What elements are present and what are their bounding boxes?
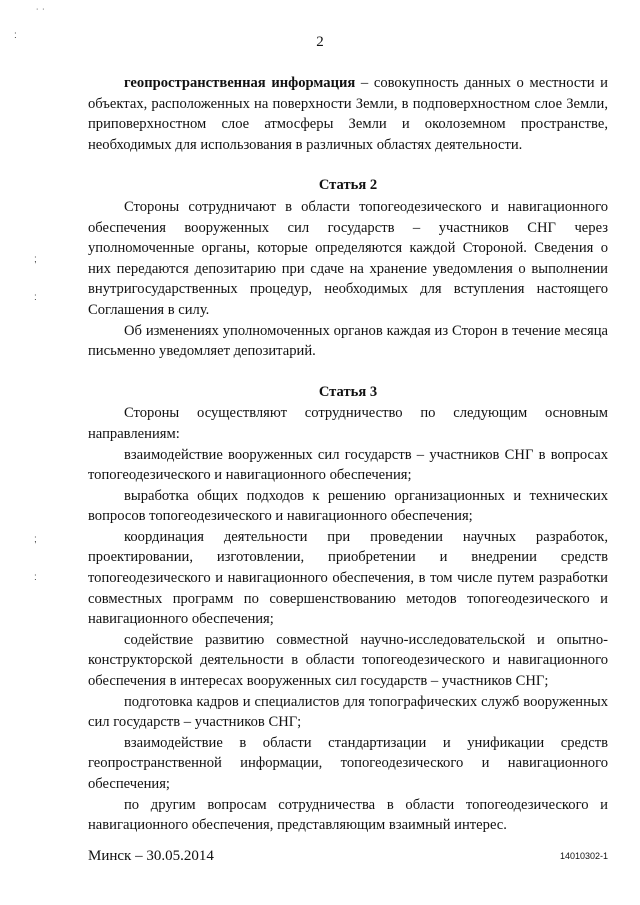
list-item: координация деятельности при проведении научных разработок, проектировании, изготовлении, приобретении и внедрении средств топогеодезического и навигационного обеспечения, в том числе путем разработки совместных программ по совершенствованию методов топогеодезического и навигационного обеспечения; (88, 528, 608, 628)
article-3-lead: Стороны осуществляют сотрудничество по следующим основным направлениям: (88, 405, 608, 442)
list-item: содействие развитию совместной научно-исследовательской и опытно-конструкторской деятельности в области топогеодезического и навигационного обеспечения в интересах вооруженных сил государств – участников СНГ; (88, 631, 608, 690)
footer-place-date: Минск – 30.05.2014 (88, 848, 214, 864)
scan-speck-mark: : (14, 30, 17, 41)
list-item: подготовка кадров и специалистов для топографических служб вооруженных сил государств – участников СНГ; (88, 693, 608, 731)
definition-text: – совокупность данных о местности и объектах, расположенных на поверхности Земли, в подповерхностном слое Земли, приповерхностном слое атмосферы Земли и околоземном пространстве, необходимых для использования в различных областях деятельности. (88, 75, 608, 153)
defined-term: геопространственная информация (124, 75, 356, 91)
page-number: 2 (316, 34, 324, 50)
scan-speck-mark: : (34, 572, 37, 583)
article-3-heading: Статья 3 (318, 383, 378, 400)
article-2-paragraph: Об изменениях уполномоченных органов каждая из Сторон в течение месяца письменно уведомляет депозитарий. (88, 322, 608, 360)
list-item: взаимодействие вооруженных сил государств – участников СНГ в вопросах топогеодезического и навигационного обеспечения; (88, 446, 608, 484)
footer-doc-code: 14010302-1 (559, 851, 608, 861)
scan-speck-mark: ˙ ˙ (36, 8, 46, 19)
list-item: взаимодействие в области стандартизации и унификации средств геопространственной информации, топогеодезического и навигационного обеспечения; (88, 734, 608, 792)
list-item: выработка общих подходов к решению организационных и технических вопросов топогеодезического и навигационного обеспечения; (88, 487, 608, 525)
list-item: по другим вопросам сотрудничества в области топогеодезического и навигационного обеспечения, представляющим взаимный интерес. (88, 796, 608, 834)
document-body (88, 73, 608, 836)
scan-speck-mark: ; (34, 534, 37, 545)
article-2-heading: Статья 2 (318, 177, 378, 194)
definition-paragraph (88, 73, 608, 155)
scan-speck-mark: ; (34, 254, 37, 265)
article-2-paragraph: Стороны сотрудничают в области топогеодезического и навигационного обеспечения вооруженных сил государств – участников СНГ через уполномоченные органы, которые определяются каждой Стороной. Сведения о них передаются депозитарию при сдаче на хранение уведомления о выполнении внутригосударственных процедур, необходимых для вступления настоящего Соглашения в силу. (88, 198, 608, 318)
scan-speck-mark: : (34, 292, 37, 303)
